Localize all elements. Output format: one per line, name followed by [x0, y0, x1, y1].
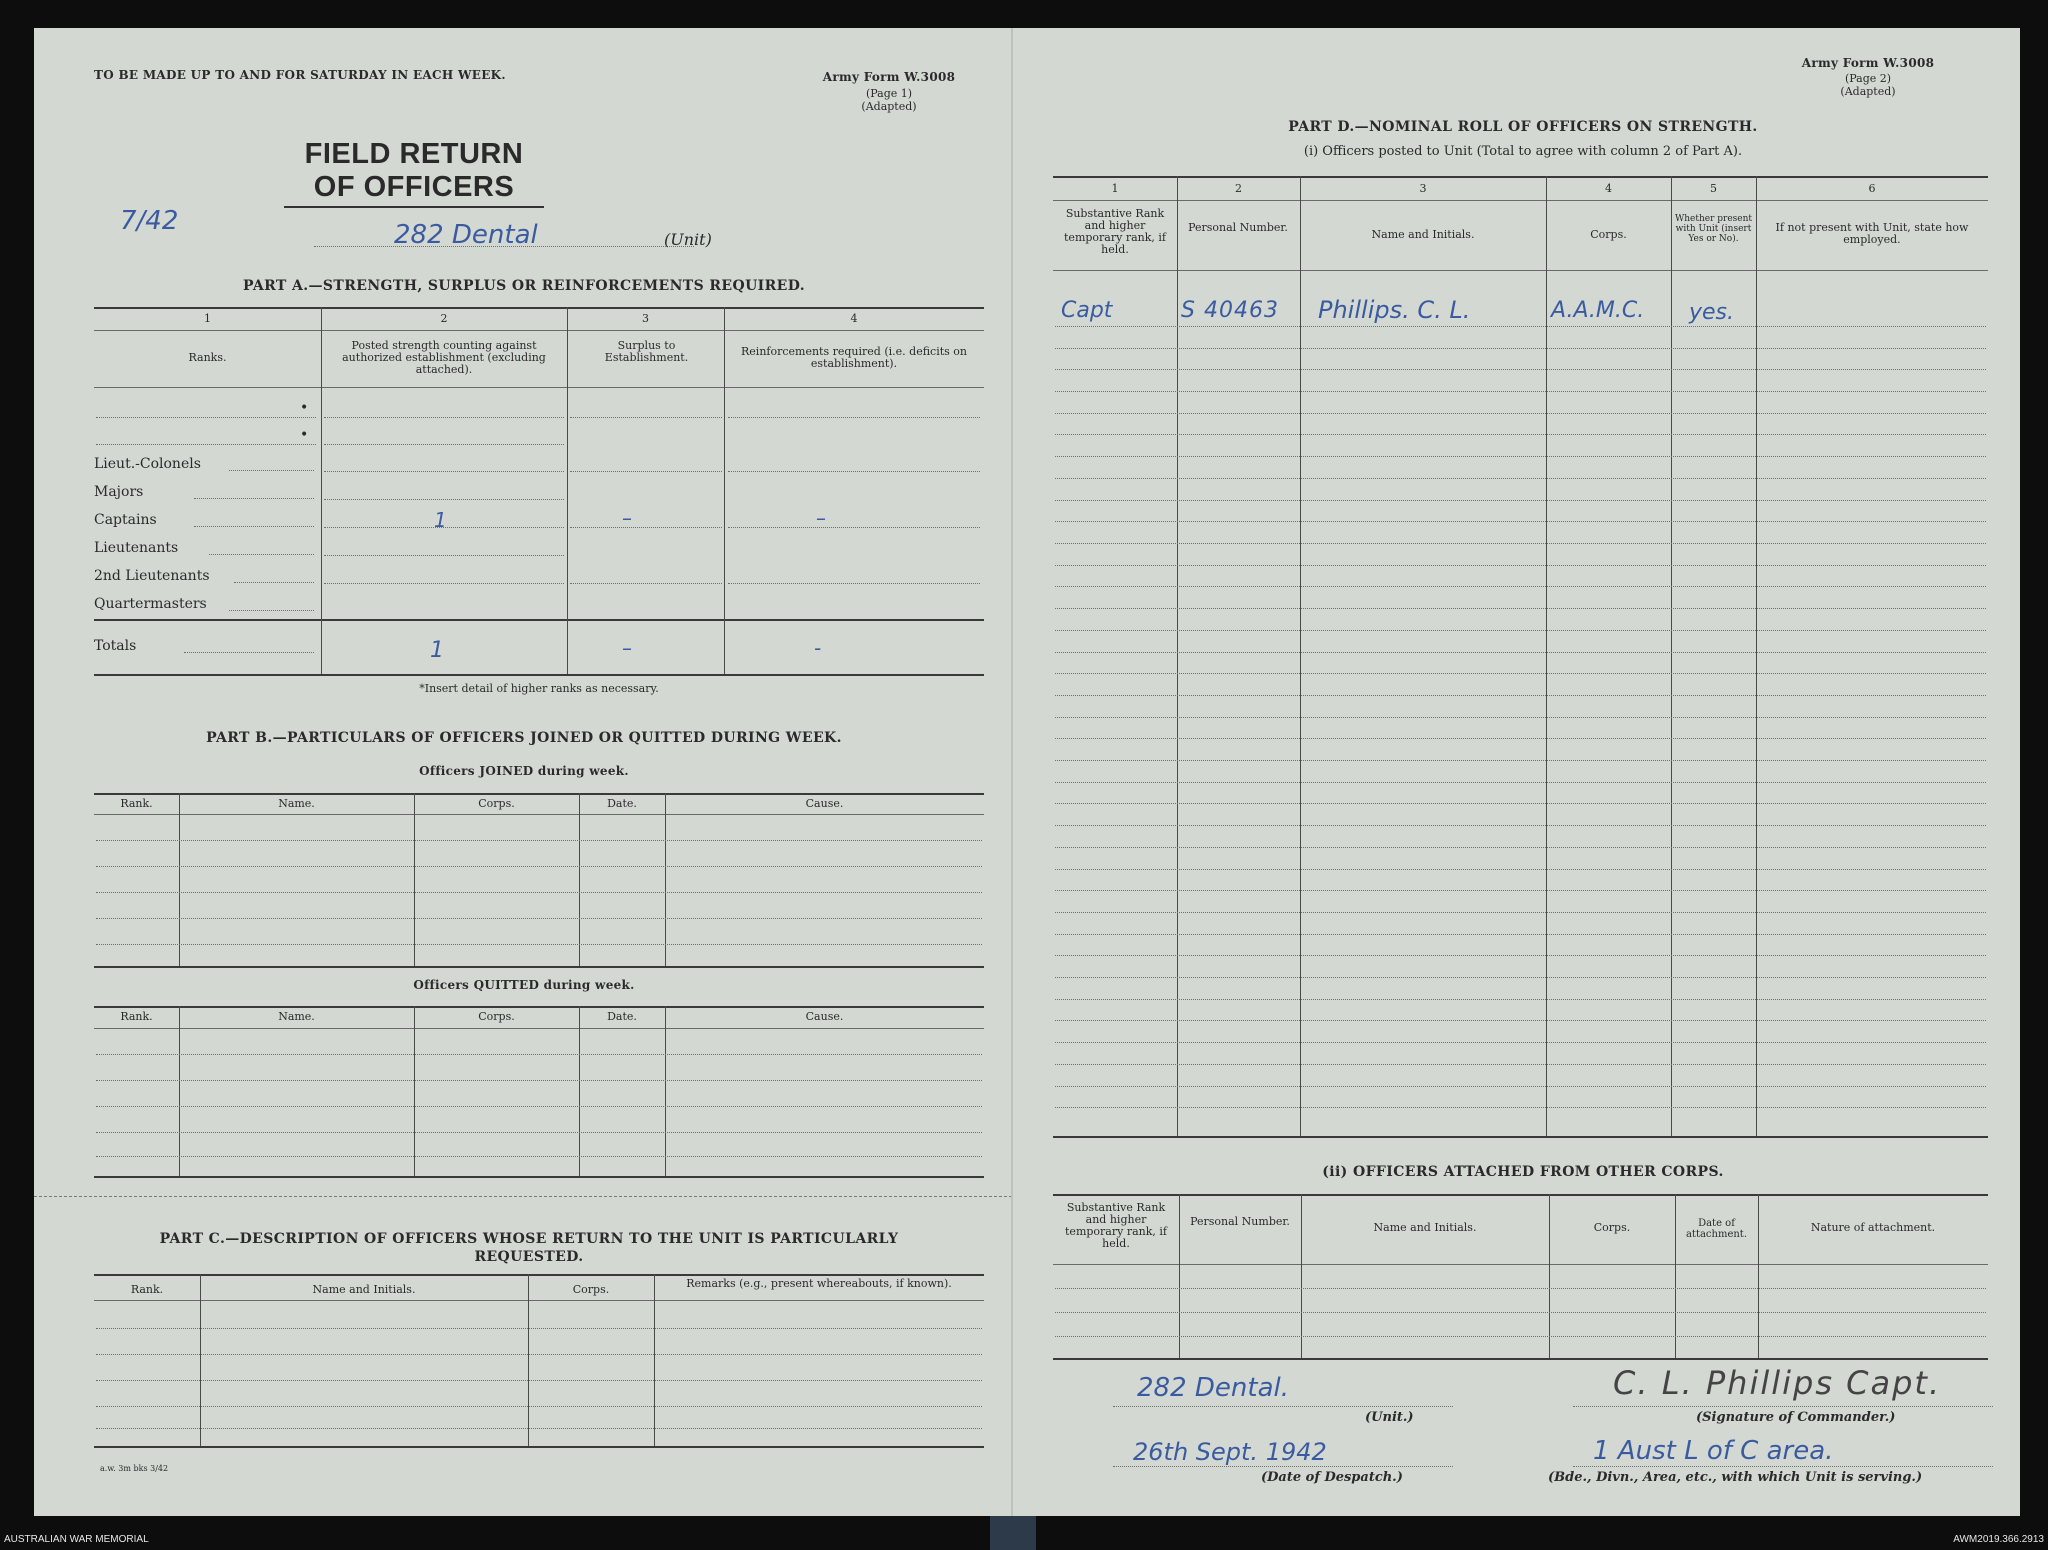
row-rule	[96, 1080, 982, 1081]
row-rule	[96, 1328, 982, 1329]
roll-row-rule	[1055, 543, 1986, 544]
unit-label: (Unit)	[664, 230, 712, 249]
roll-row-rule	[1055, 847, 1986, 848]
roll-row-rule	[1055, 695, 1986, 696]
part-c-heading: PART C.—DESCRIPTION OF OFFICERS WHOSE RETURN TO THE UNIT IS PARTICULARLY REQUESTED.	[159, 1231, 899, 1265]
part-a-header-rule	[94, 387, 984, 388]
roll-row-rule	[1055, 652, 1986, 653]
col-number: 1	[1111, 182, 1119, 195]
part-c-col-rank: Rank.	[130, 1283, 164, 1296]
col-header-present: Whether present with Unit (insert Yes or No).	[1674, 214, 1753, 244]
footer-credit: AUSTRALIAN WAR MEMORIAL	[4, 1534, 149, 1545]
captains-surplus: –	[622, 506, 632, 530]
rank-label: 2nd Lieutenants	[94, 568, 210, 584]
joined-bottom-rule	[94, 966, 984, 968]
part-d-col-divider	[1546, 176, 1547, 1136]
captains-posted: 1	[434, 508, 447, 532]
totals-posted: 1	[430, 638, 444, 663]
attached-col-nature: Nature of attachment.	[1810, 1221, 1936, 1234]
roll-row-rule	[1055, 369, 1986, 370]
attached-col-divider	[1301, 1194, 1302, 1358]
row-rule	[570, 471, 722, 472]
roll-row-rule	[1055, 955, 1986, 956]
form-page-2	[1013, 28, 2020, 1516]
signature-label: (Signature of Commander.)	[1696, 1410, 1896, 1425]
roll-row-rule	[1055, 521, 1986, 522]
row-rule	[96, 866, 982, 867]
joined-col-divider	[579, 793, 580, 966]
col-header-rank: Substantive Rank and higher temporary rank, if held.	[1064, 207, 1166, 256]
col-number: 1	[204, 312, 211, 325]
part-c-col-remarks: Remarks (e.g., present whereabouts, if known).	[686, 1277, 952, 1290]
part-a-heading: PART A.—STRENGTH, SURPLUS OR REINFORCEMENTS REQUIRED.	[242, 278, 806, 294]
row-rule	[96, 1054, 982, 1055]
form-page-1	[34, 28, 1012, 1516]
part-d-col-divider	[1671, 176, 1672, 1136]
row-rule	[324, 555, 564, 556]
row-rule	[96, 944, 982, 945]
row-rule	[324, 471, 564, 472]
quitted-top-rule	[94, 1006, 984, 1008]
roll-row-rule	[1055, 760, 1986, 761]
part-a-footnote: *Insert detail of higher ranks as necessary.	[419, 682, 659, 695]
row-rule	[1055, 1312, 1986, 1313]
page-title: FIELD RETURN OF OFFICERS	[284, 138, 544, 208]
quitted-header-rule	[94, 1028, 984, 1029]
row-rule	[96, 1354, 982, 1355]
roll-row-rule	[1055, 413, 1986, 414]
joined-col-rank: Rank.	[120, 797, 153, 810]
attached-col-divider	[1675, 1194, 1676, 1358]
entry-corps: A.A.M.C.	[1551, 298, 1645, 323]
row-rule	[728, 527, 980, 528]
roll-row-rule	[1055, 348, 1986, 349]
insert-marker: •	[300, 400, 309, 416]
roll-row-rule	[1055, 782, 1986, 783]
col-header-posted: Posted strength counting against authorized establishment (excluding attached).	[342, 339, 546, 376]
roll-row-rule	[1055, 1107, 1986, 1108]
despatch-date-label: (Date of Despatch.)	[1261, 1470, 1403, 1485]
joined-col-cause: Cause.	[805, 797, 844, 810]
roll-row-rule	[1055, 673, 1986, 674]
part-d-bottom-rule	[1053, 1136, 1988, 1138]
part-a-col-divider	[724, 307, 725, 674]
quitted-col-rank: Rank.	[120, 1010, 153, 1023]
form-adapted: (Adapted)	[1840, 85, 1896, 98]
date-line	[1113, 1466, 1453, 1467]
leader-dots	[184, 652, 314, 653]
quitted-heading: Officers QUITTED during week.	[413, 978, 635, 992]
col-number: 6	[1868, 182, 1876, 195]
row-rule	[324, 499, 564, 500]
col-number: 4	[1605, 182, 1612, 195]
row-rule	[570, 583, 722, 584]
leader-dots	[194, 526, 314, 527]
col-header-number: Personal Number.	[1188, 221, 1288, 234]
row-rule	[96, 1156, 982, 1157]
entry-personal-number: S 40463	[1181, 298, 1279, 323]
part-c-header-rule	[94, 1300, 984, 1301]
leader-dots	[209, 554, 314, 555]
joined-col-date: Date.	[607, 797, 637, 810]
form-id: Army Form W.3008	[1801, 56, 1935, 70]
tear-line	[34, 1196, 1012, 1197]
form-id: Army Form W.3008	[822, 70, 956, 84]
row-rule	[96, 918, 982, 919]
quitted-col-corps: Corps.	[478, 1010, 515, 1023]
roll-row-rule	[1055, 825, 1986, 826]
roll-row-rule	[1055, 456, 1986, 457]
unit-handwritten: 282 Dental	[394, 220, 538, 250]
col-header-name: Name and Initials.	[1371, 228, 1475, 241]
row-rule	[96, 1106, 982, 1107]
part-d-heading: PART D.—NOMINAL ROLL OF OFFICERS ON STRENGTH.	[1288, 119, 1758, 135]
part-a-num-rule	[94, 330, 984, 331]
row-rule	[570, 417, 722, 418]
row-rule	[728, 471, 980, 472]
roll-row-rule	[1055, 934, 1986, 935]
roll-row-rule	[1055, 1086, 1986, 1087]
row-rule	[324, 444, 564, 445]
roll-row-rule	[1055, 326, 1986, 327]
quitted-col-divider	[179, 1006, 180, 1176]
attached-bottom-rule	[1053, 1358, 1988, 1360]
roll-row-rule	[1055, 1064, 1986, 1065]
roll-row-rule	[1055, 478, 1986, 479]
part-c-top-rule	[94, 1274, 984, 1276]
attached-top-rule	[1053, 1194, 1988, 1196]
row-rule	[324, 583, 564, 584]
area-line	[1573, 1466, 1993, 1467]
attached-col-divider	[1758, 1194, 1759, 1358]
roll-row-rule	[1055, 738, 1986, 739]
joined-col-name: Name.	[278, 797, 315, 810]
row-rule	[96, 892, 982, 893]
part-c-col-divider	[654, 1274, 655, 1446]
rank-label: Majors	[94, 484, 144, 500]
row-rule	[570, 527, 722, 528]
row-rule	[1055, 1336, 1986, 1337]
quitted-bottom-rule	[94, 1176, 984, 1178]
sign-unit-label: (Unit.)	[1365, 1410, 1414, 1425]
part-a-bottom-rule	[94, 674, 984, 676]
roll-row-rule	[1055, 500, 1986, 501]
despatch-date-handwritten: 26th Sept. 1942	[1133, 1438, 1327, 1466]
part-c-col-corps: Corps.	[572, 1283, 610, 1296]
totals-label: Totals	[94, 638, 137, 654]
quitted-col-divider	[579, 1006, 580, 1176]
col-number: 2	[1235, 182, 1242, 195]
attached-col-divider	[1179, 1194, 1180, 1358]
sign-unit-handwritten: 282 Dental.	[1137, 1373, 1290, 1403]
row-rule	[96, 1380, 982, 1381]
joined-top-rule	[94, 793, 984, 795]
rank-label: Lieutenants	[94, 540, 179, 556]
week-handwritten: 7/42	[120, 206, 179, 236]
roll-row-rule	[1055, 717, 1986, 718]
roll-row-rule	[1055, 869, 1986, 870]
part-b-heading: PART B.—PARTICULARS OF OFFICERS JOINED OR QUITTED DURING WEEK.	[206, 730, 842, 746]
joined-col-divider	[179, 793, 180, 966]
col-header-reinforcements: Reinforcements required (i.e. deficits on establishment).	[741, 345, 967, 370]
part-d-col-divider	[1300, 176, 1301, 1136]
col-header-ranks: Ranks.	[188, 351, 227, 364]
col-number: 3	[1419, 182, 1427, 195]
quitted-col-cause: Cause.	[805, 1010, 844, 1023]
roll-row-rule	[1055, 586, 1986, 587]
row-rule	[96, 417, 316, 418]
part-d-num-rule	[1053, 200, 1988, 201]
roll-row-rule	[1055, 434, 1986, 435]
captains-reinforcements: –	[816, 506, 826, 530]
row-rule	[728, 417, 980, 418]
rank-label: Quartermasters	[94, 596, 207, 612]
attached-col-rank: Substantive Rank and higher temporary rank, if held.	[1065, 1201, 1167, 1250]
leader-dots	[194, 498, 314, 499]
part-a-col-divider	[321, 307, 322, 674]
entry-name: Phillips. C. L.	[1318, 296, 1471, 324]
commander-signature: C. L. Phillips Capt.	[1613, 1364, 1942, 1402]
rank-label: Captains	[94, 512, 157, 528]
quitted-col-date: Date.	[607, 1010, 637, 1023]
roll-row-rule	[1055, 391, 1986, 392]
row-rule	[96, 1132, 982, 1133]
col-header-corps: Corps.	[1590, 228, 1627, 241]
row-rule	[96, 444, 316, 445]
roll-row-rule	[1055, 890, 1986, 891]
form-adapted: (Adapted)	[861, 100, 917, 113]
leader-dots	[234, 582, 314, 583]
part-c-col-name: Name and Initials.	[312, 1283, 416, 1296]
form-page: (Page 1)	[865, 87, 913, 100]
roll-row-rule	[1055, 1042, 1986, 1043]
roll-row-rule	[1055, 608, 1986, 609]
signature-line	[1573, 1406, 1993, 1407]
roll-row-rule	[1055, 977, 1986, 978]
leader-dots	[229, 470, 314, 471]
attached-col-divider	[1549, 1194, 1550, 1358]
attached-col-name: Name and Initials.	[1373, 1221, 1477, 1234]
form-page: (Page 2)	[1844, 72, 1892, 85]
row-rule	[728, 583, 980, 584]
col-header-employed: If not present with Unit, state how employed.	[1775, 221, 1969, 246]
insert-marker: •	[300, 427, 309, 443]
rank-label: Lieut.-Colonels	[94, 456, 201, 472]
row-rule	[96, 1406, 982, 1407]
entry-rank: Capt	[1061, 298, 1113, 323]
part-d-header-rule	[1053, 270, 1988, 271]
printer-note: a.w. 3m bks 3/42	[100, 1464, 169, 1473]
attached-header-rule	[1053, 1264, 1988, 1265]
row-rule	[1055, 1288, 1986, 1289]
roll-row-rule	[1055, 565, 1986, 566]
part-c-col-divider	[528, 1274, 529, 1446]
row-rule	[324, 417, 564, 418]
roll-row-rule	[1055, 999, 1986, 1000]
joined-col-divider	[414, 793, 415, 966]
part-c-bottom-rule	[94, 1446, 984, 1448]
col-header-surplus: Surplus to Establishment.	[604, 339, 689, 364]
quitted-col-divider	[414, 1006, 415, 1176]
col-number: 5	[1710, 182, 1717, 195]
unit-line	[1113, 1406, 1453, 1407]
part-a-totals-rule	[94, 619, 984, 621]
attached-col-number: Personal Number.	[1190, 1215, 1290, 1228]
leader-dots	[229, 610, 314, 611]
part-a-top-rule	[94, 307, 984, 309]
totals-surplus: –	[622, 636, 632, 660]
binding-strip	[990, 1516, 1036, 1550]
row-rule	[96, 1428, 982, 1429]
quitted-col-name: Name.	[278, 1010, 315, 1023]
area-label: (Bde., Divn., Area, etc., with which Unit is serving.)	[1548, 1470, 1923, 1485]
top-note: TO BE MADE UP TO AND FOR SATURDAY IN EACH WEEK.	[94, 68, 506, 82]
row-rule	[96, 840, 982, 841]
joined-col-divider	[665, 793, 666, 966]
entry-present: yes.	[1689, 300, 1735, 325]
roll-row-rule	[1055, 912, 1986, 913]
area-handwritten: 1 Aust L of C area.	[1593, 1436, 1834, 1466]
part-d-sub2: (ii) OFFICERS ATTACHED FROM OTHER CORPS.	[1322, 1164, 1724, 1180]
attached-col-date: Date of attachment.	[1685, 1218, 1748, 1240]
joined-header-rule	[94, 814, 984, 815]
col-number: 4	[850, 312, 858, 325]
part-d-sub1: (i) Officers posted to Unit (Total to agree with column 2 of Part A).	[1303, 144, 1743, 159]
part-d-top-rule	[1053, 176, 1988, 178]
attached-col-corps: Corps.	[1593, 1221, 1631, 1234]
roll-row-rule	[1055, 1020, 1986, 1021]
joined-heading: Officers JOINED during week.	[419, 764, 629, 778]
part-d-col-divider	[1177, 176, 1178, 1136]
part-c-col-divider	[200, 1274, 201, 1446]
roll-row-rule	[1055, 630, 1986, 631]
part-a-col-divider	[567, 307, 568, 674]
part-d-col-divider	[1756, 176, 1757, 1136]
footer-accession: AWM2019.366.2913	[1953, 1534, 2044, 1545]
totals-reinforcements: -	[814, 636, 822, 660]
quitted-col-divider	[665, 1006, 666, 1176]
col-number: 3	[642, 312, 649, 325]
col-number: 2	[440, 312, 448, 325]
joined-col-corps: Corps.	[478, 797, 515, 810]
roll-row-rule	[1055, 803, 1986, 804]
